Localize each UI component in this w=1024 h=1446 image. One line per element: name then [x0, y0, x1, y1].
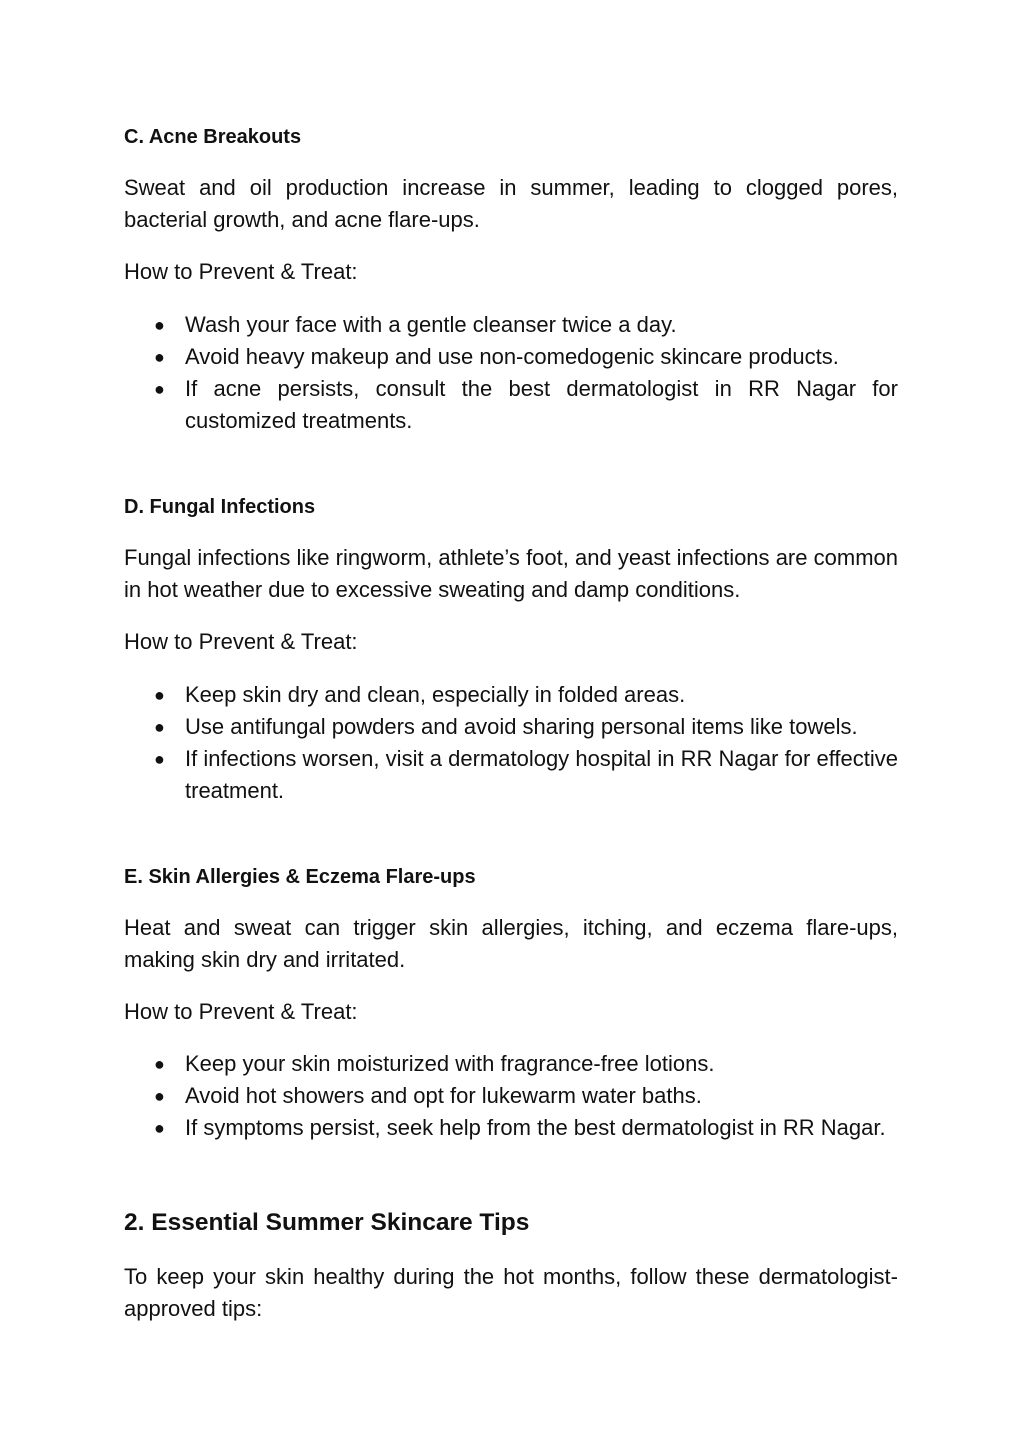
fungal-prevent-label: How to Prevent & Treat:: [124, 629, 358, 654]
list-item-text: If symptoms persist, seek help from the best dermatologist in RR Nagar.: [185, 1115, 886, 1140]
list-item: [124, 373, 898, 437]
list-item-text: Wash your face with a gentle cleanser twice a day.: [185, 312, 677, 337]
section-heading-tips: 2. Essential Summer Skincare Tips: [124, 1209, 530, 1236]
bullet-icon: ●: [154, 347, 165, 367]
fungal-intro-paragraph: Fungal infections like ringworm, athlete’s foot, and yeast infections are common in hot weather due to excessive sweating and damp conditions.: [124, 545, 898, 602]
list-item: [124, 1112, 898, 1144]
bullet-icon: ●: [154, 749, 165, 769]
list-item-text: If acne persists, consult the best dermatologist in RR Nagar for customized treatments.: [185, 376, 898, 433]
fungal-bullet-list: [124, 679, 898, 807]
list-item-text: Avoid heavy makeup and use non-comedogenic skincare products.: [185, 344, 839, 369]
list-item-text: Keep skin dry and clean, especially in folded areas.: [185, 682, 686, 707]
section-heading-allergies: E. Skin Allergies & Eczema Flare-ups: [124, 866, 476, 888]
section-heading-acne: C. Acne Breakouts: [124, 126, 302, 148]
list-item: [124, 309, 898, 341]
list-item-text: If infections worsen, visit a dermatology hospital in RR Nagar for effective treatment.: [185, 746, 898, 803]
bullet-icon: ●: [154, 685, 165, 705]
bullet-icon: ●: [154, 379, 165, 399]
list-item-text: Use antifungal powders and avoid sharing personal items like towels.: [185, 714, 858, 739]
list-item: [124, 743, 898, 807]
bullet-icon: ●: [154, 1054, 165, 1074]
list-item-text: Avoid hot showers and opt for lukewarm water baths.: [185, 1083, 702, 1108]
acne-bullet-list: [124, 309, 898, 437]
bullet-icon: ●: [154, 1086, 165, 1106]
allergies-prevent-label: How to Prevent & Treat:: [124, 999, 358, 1024]
bullet-icon: ●: [154, 1118, 165, 1138]
bullet-icon: ●: [154, 717, 165, 737]
list-item: [124, 711, 898, 743]
section-heading-fungal: D. Fungal Infections: [124, 496, 316, 518]
acne-intro-paragraph: Sweat and oil production increase in summer, leading to clogged pores, bacterial growth, and acne flare-ups.: [124, 175, 898, 232]
allergies-intro-paragraph: Heat and sweat can trigger skin allergies, itching, and eczema flare-ups, making skin dry and irritated.: [124, 915, 898, 972]
bullet-icon: ●: [154, 315, 165, 335]
list-item: [124, 341, 898, 373]
list-item: [124, 1080, 898, 1112]
allergies-bullet-list: [124, 1048, 898, 1144]
list-item-text: Keep your skin moisturized with fragrance-free lotions.: [185, 1051, 715, 1076]
list-item: [124, 1048, 898, 1080]
acne-prevent-label: How to Prevent & Treat:: [124, 259, 358, 284]
tips-intro-paragraph: To keep your skin healthy during the hot months, follow these dermatologist-approved tips:: [124, 1264, 898, 1321]
list-item: [124, 679, 898, 711]
